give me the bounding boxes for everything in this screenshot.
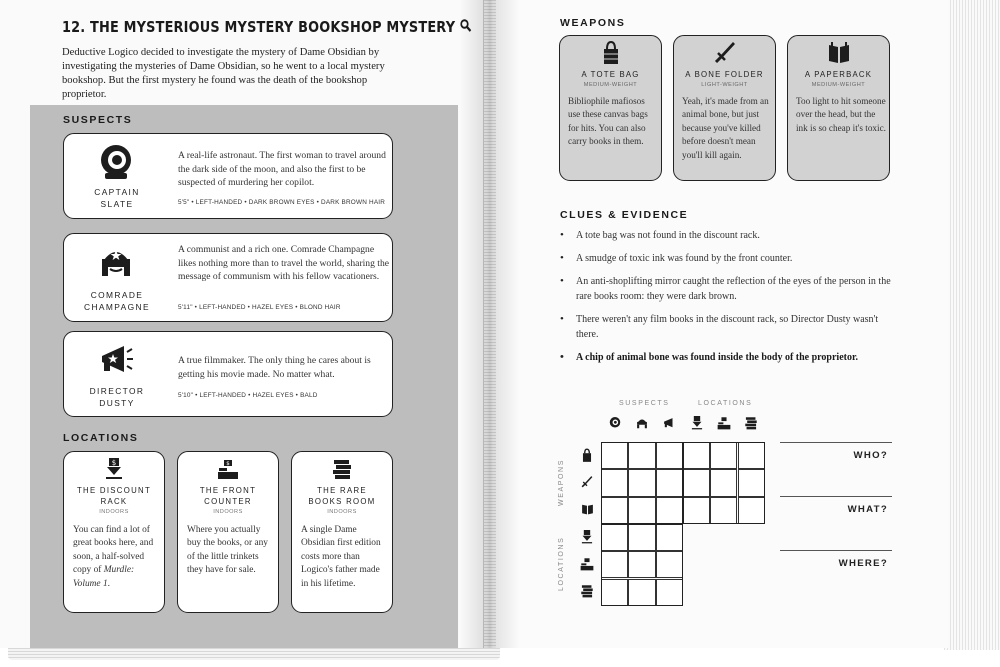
suspect-name: CAPTAIN SLATE [94,187,140,209]
open-book-icon [576,502,598,520]
locations-heading: LOCATIONS [63,432,139,444]
grid-cell[interactable] [738,469,765,496]
weapon-name: A TOTE BAG [581,70,640,79]
weapon-name: A PAPERBACK [804,70,873,79]
suspect-description: A true filmmaker. The only thing he cares about is getting his movie made. No matter what. [178,355,371,380]
grid-cell[interactable] [628,442,655,469]
weapon-description: Bibliophile mafiosos use these canvas bags for hits. You can also carry books in them. [568,96,648,147]
clues-heading: CLUES & EVIDENCE [560,209,689,221]
book-stack-icon [576,584,598,602]
grid-cell[interactable] [601,442,628,469]
open-book-icon [788,40,889,72]
location-description: Where you actually buy the books, or any of the little trinkets they have for sale. [187,525,268,576]
grid-cell[interactable] [601,469,628,496]
astronaut-helmet-icon [86,142,146,182]
discount-arrow-icon [686,416,708,434]
clue-item: • There weren't any film books in the discount rack, so Director Dusty wasn't there. [560,312,892,342]
clue-item-key: • A chip of animal bone was found inside the body of the proprietor. [560,350,892,365]
tote-bag-icon [560,40,661,72]
location-name: THE RARE BOOKS ROOM [308,486,376,506]
suspect-card-comrade-champagne [63,233,393,322]
weapon-weight: MEDIUM-WEIGHT [583,82,638,88]
tote-bag-icon [576,448,598,467]
clue-item: • A smudge of toxic ink was found by the front counter. [560,251,892,266]
grid-cell[interactable] [710,442,737,469]
weapon-card-tote-bag [559,35,662,181]
grid-cell[interactable] [601,524,628,551]
suspect-description: A communist and a rich one. Comrade Champagne likes nothing more than to travel the world, sharing the message of communism with his fellow vacationers. [178,244,390,282]
suspects-heading: SUSPECTS [63,114,133,126]
grid-suspects-label: SUSPECTS [619,400,670,407]
who-label: WHO? [853,450,888,461]
who-answer-line[interactable] [780,442,892,443]
weapon-card-bone-folder [673,35,776,181]
astronaut-helmet-icon [604,416,626,434]
grid-cell[interactable] [710,469,737,496]
weapon-card-paperback [787,35,890,181]
grid-cell[interactable] [738,497,765,524]
suspect-traits: 5'10" • LEFT-HANDED • HAZEL EYES • BALD [178,392,318,399]
puzzle-intro [30,0,458,105]
suspect-name: COMRADE CHAMPAGNE [84,290,150,312]
book-stack-icon [292,458,392,485]
location-description: You can find a lot of great books here, and soon, a half-solved copy of Murdle: Volume 1. [73,525,154,589]
book-stack-icon [740,416,762,434]
right-page-edges [944,0,1000,650]
suspect-card-director-dusty [63,331,393,417]
grid-cell[interactable] [656,524,683,551]
suspect-traits: 5'11" • LEFT-HANDED • HAZEL EYES • BLOND HAIR [178,304,341,311]
grid-weapons-label: WEAPONS [558,459,565,506]
grid-cell[interactable] [710,497,737,524]
location-description: A single Dame Obsidian first edition costs more than Logico's father made in his lifetime. [301,525,381,589]
suspect-description: A real-life astronaut. The first woman to travel around the dark side of the moon, and also the first to be suspected of murdering her copilot. [178,150,386,188]
grid-cell[interactable] [683,469,710,496]
location-card-rare-books-room [291,451,393,613]
counter-desk-icon [178,458,278,485]
location-card-discount-rack [63,451,165,613]
suspect-traits: 5'5" • LEFT-HANDED • DARK BROWN EYES • DARK BROWN HAIR [178,199,386,206]
where-label: WHERE? [838,558,888,569]
suspect-name: DIRECTOR DUSTY [89,386,145,408]
location-card-front-counter [177,451,279,613]
grid-cell[interactable] [656,579,683,606]
weapon-description: Too light to hit someone over the head, but the ink is so cheap it's toxic. [796,96,886,133]
grid-locations-label: LOCATIONS [698,400,753,407]
grid-cell[interactable] [738,442,765,469]
location-name: THE DISCOUNT RACK [76,486,152,506]
location-setting: INDOORS [327,509,357,515]
weapons-heading: WEAPONS [560,17,626,29]
grid-cell[interactable] [628,497,655,524]
megaphone-icon [86,340,146,380]
clue-item: • An anti-shoplifting mirror caught the reflection of the eyes of the person in the rare books room: they were dark brown. [560,274,892,304]
grid-cell[interactable] [683,442,710,469]
clue-item: • A tote bag was not found in the discount rack. [560,228,892,243]
grid-cell[interactable] [628,551,655,578]
weapon-weight: MEDIUM-WEIGHT [811,82,866,88]
location-setting: INDOORS [213,509,243,515]
grid-cell[interactable] [601,551,628,578]
puzzle-intro-text: Deductive Logico decided to investigate the mystery of Dame Obsidian by investigating the mysteries of Dame Obsidian, so he went to a local mystery bookshop. But the first mystery he found was the death of the bookshop proprietor. [62,47,385,100]
grid-cell[interactable] [656,497,683,524]
puzzle-title: 12. THE MYSTERIOUS MYSTERY BOOKSHOP MYSTERY [62,18,403,36]
weapon-description: Yeah, it's made from an animal bone, but just because you've killed before doesn't mean you'll kill again. [682,96,769,160]
svg-text:$: $ [226,461,230,468]
grid-cell[interactable] [656,551,683,578]
grid-cell[interactable] [601,579,628,606]
svg-text:$: $ [111,459,117,467]
weapon-weight: LIGHT-WEIGHT [701,82,748,88]
grid-cell[interactable] [656,469,683,496]
grid-cell[interactable] [683,497,710,524]
location-name: THE FRONT COUNTER [199,486,257,506]
grid-cell[interactable] [656,442,683,469]
where-answer-line[interactable] [780,550,892,551]
counter-desk-icon [713,416,735,434]
ushanka-hat-icon [86,242,146,282]
dagger-icon [576,475,598,493]
discount-arrow-icon [64,458,164,485]
discount-arrow-icon [576,530,598,548]
grid-cell[interactable] [628,579,655,606]
counter-desk-icon [576,557,598,575]
ushanka-hat-icon [631,416,653,434]
location-setting: INDOORS [99,509,129,515]
what-answer-line[interactable] [780,496,892,497]
suspect-card-captain-slate [63,133,393,219]
megaphone-icon [658,416,680,434]
grid-cell[interactable] [601,497,628,524]
what-label: WHAT? [847,504,888,515]
dagger-icon [674,40,775,72]
clues-list [560,228,892,373]
book-gutter-shadow [460,0,520,648]
grid-cell[interactable] [628,524,655,551]
weapon-name: A BONE FOLDER [685,70,764,79]
grid-cell[interactable] [628,469,655,496]
grid-locations-row-label: LOCATIONS [558,536,565,591]
